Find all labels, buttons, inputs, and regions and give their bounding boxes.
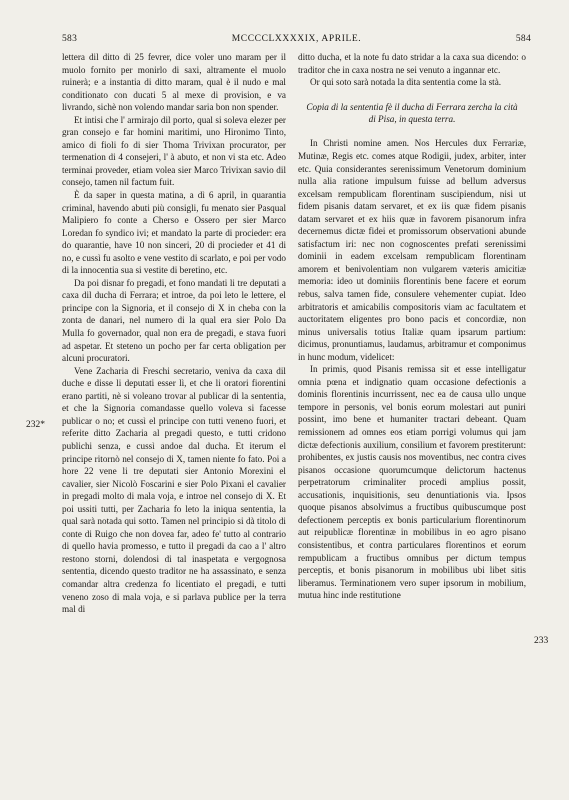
paragraph: Or qui soto sarà notada la dita sententia come la stà.: [310, 77, 502, 88]
paragraph: Et intisi che l' armirajo dil porto, qual si soleva elezer per gran consejo e far homini maritimi, uno Hironimo Tinto, amico di fioli fo di sier Thoma Trivixan procurator, per termenation di 4 consejeri, l' à abuto, et non vi sta etc. Adeo terminai proveder, etiam volea sier Marco Trivixan savio dil consejo, tamen nil factum fuit.: [62, 114, 286, 188]
paragraph: In Christi nomine amen. Nos Hercules dux Ferrariæ, Mutinæ, Regis etc. comes atque Rodigii, judex, arbiter, inter etc. Quia considerantes serenissimum Venetorum dominium nulla alia ratione impulsum fuisse ad bellum adversus excelsam rempublicam florentinam suscipiendum, nisi ut fidem pisanis datam servaret, et ex iis quæ fidem pisanis datam servaret et ex hiis quæ in favorem pisanorum infra decernemus dictæ fidei et promissorum observationi abunde satisfactum iri: nec non cognoscentes prefati serenissimi dominii in eadem excelsam rempublicam florentinam amorem et benivolentiam non vulgarem væteris amicitiæ memoria: ideo ut dominiis florentinis bene facere et eorum rebus, salva tamen fide, consulere vehementer cupiat. Ideo arbitratoris et amicabilis compositoris viam ac facultatem et auctoritatem eligentes pro bono pacis et concordiæ, non minus universalis totius Italiæ quam ipsarum partium: dicimus, pronuntiamus, laudamus, arbitramur et componimus in hunc modum, videlicet:: [298, 138, 526, 362]
left-column: [62, 51, 286, 616]
paragraph: lettera dil ditto di 25 fevrer, dice voler uno maram per il muolo fornito per monirlo di saxi, altramente el muolo ruinerà; e a instantia di ditto maram, qual è il nudo e mal conditionato con ducati 5 al mexe di provision, e va livrando, sichè non volendo mandar saria bon non spender.: [62, 52, 286, 113]
page-number-left: 583: [62, 34, 78, 44]
running-header: [62, 34, 531, 48]
running-title: MCCCCLXXXXIX, APRILE.: [231, 34, 362, 44]
section-caption: Copia di la sententia fè il ducha di Ferrara zercha la cità di Pisa, in questa terra.: [306, 101, 518, 125]
paragraph: Da poi disnar fo pregadi, et fono mandati li tre deputati a caxa dil ducha di Ferrara; et introe, da poi leto le lettere, el principe con la Signoria, et il consejo di X in cheba con la zonta de danari, nel numero di la qual era sier Polo Da Mulla fo governador, qual non era de pregadi, e stava fuori ad aspetar. Et steteno un pocho per far certa obligation per alcuni procuratori.: [62, 277, 286, 364]
paragraph: Vene Zacharia di Freschi secretario, veniva da caxa dil duche e disse li deputati esser lì, et che li oratori fiorentini erano partiti, nè si voleano trovar al publicar di la sententia, et che la Signoria comandasse quello voleva si facesse publicar o no; et cussì el principe con tutti veneno fuori, et referite ditto Zacharia al pregadi questo, e tutti cridono publichi senza, e cussì andoe dal ducha. Et iterum el principe ritornò nel consejo di X, tamen niente fo fato. Poi a hore 22 vene li tre deputati sier Antonio Morexini el cavalier, sier Nicolò Foscarini e sier Polo Pixani el cavalier in pregadi molto di mala voja, e introe nel consejo di X. Et poi ussiti tutti, per Zacharia fo leto la iniqua sententia, la qual sarà notada qui sotto. Tamen nel principio si dà titolo di conte di Ruigo che non dovea far, adeo fe' tutto al contrario di quello havia promesso, e tutto il pregadi da cao a l' altro restono storni, dolendosi di tal inaspetata e vergognosa sententia, dicendo questo traditor ne ha assassinato, e senza comandar altra credenza fo licentiato el pregadi, e tutti veneno zoso di mala voja, e si parlava publice per la terra mal di: [62, 365, 286, 615]
right-column: [298, 51, 526, 602]
margin-number-right: 233: [534, 636, 549, 646]
page-number-right: 584: [515, 34, 531, 44]
paragraph: È da saper in questa matina, a dì 6 april, in quarantia criminal, havendo abuti più consigli, fu menato sier Pasqual Malipiero fo conte a Cherso e Ossero per sier Marco Loredan fo syndico ivi; et mandato la parte di procieder: era do quarantie, have 10 non sinceri, 20 di procieder et 41 di no, e cussì fu asolto e vene vestito di scarlato, e poi per vodo di la innocentia sua si vestite di beretino, etc.: [62, 190, 286, 276]
paragraph: ditto ducha, et la note fu dato stridar a la caxa sua dicendo: o traditor che in caxa nostra ne sei venuto a ingannar etc.: [298, 52, 526, 75]
paragraph: In primis, quod Pisanis remissa sit et esse intelligatur omnia pœna et indignatio quam occasione defectionis a dominis florentinis incurrissent, nec ea de causa ullo unque tempore in personis, vel bonis eorum molestari aut puniri possint, imo bene et humaniter tractari debeant. Quam remissionem ad omnes eos etiam porrigi volumus qui jam dictæ defectionis auxilium, consilium et favorem prestiterunt: prohibentes, ex justis causis nos moventibus, nec contra cives pisanos occasione quorumcumque delictorum hactenus perpetratorum criminaliter procedi amplius possit, accusationis, inquisitionis, seu denuntiationis via. Ipsos quoque pisanos absolvimus a fructibus quibuscumque post defectionem perceptis ex bonis particularium florentinorum aut reipublicæ florentinæ in mobilibus in eo agro pisano consistentibus, et contra particulares florentinos et eorum rempublicam a fructibus omnibus per dictum tempus perceptis, et bonis pisanorum in mobilibus ubi libet sitis liberamus. Terminationem vero super ipsorum in mobilium, mutua hinc inde restitutione: [298, 364, 526, 601]
margin-number-left: 232*: [26, 420, 45, 430]
